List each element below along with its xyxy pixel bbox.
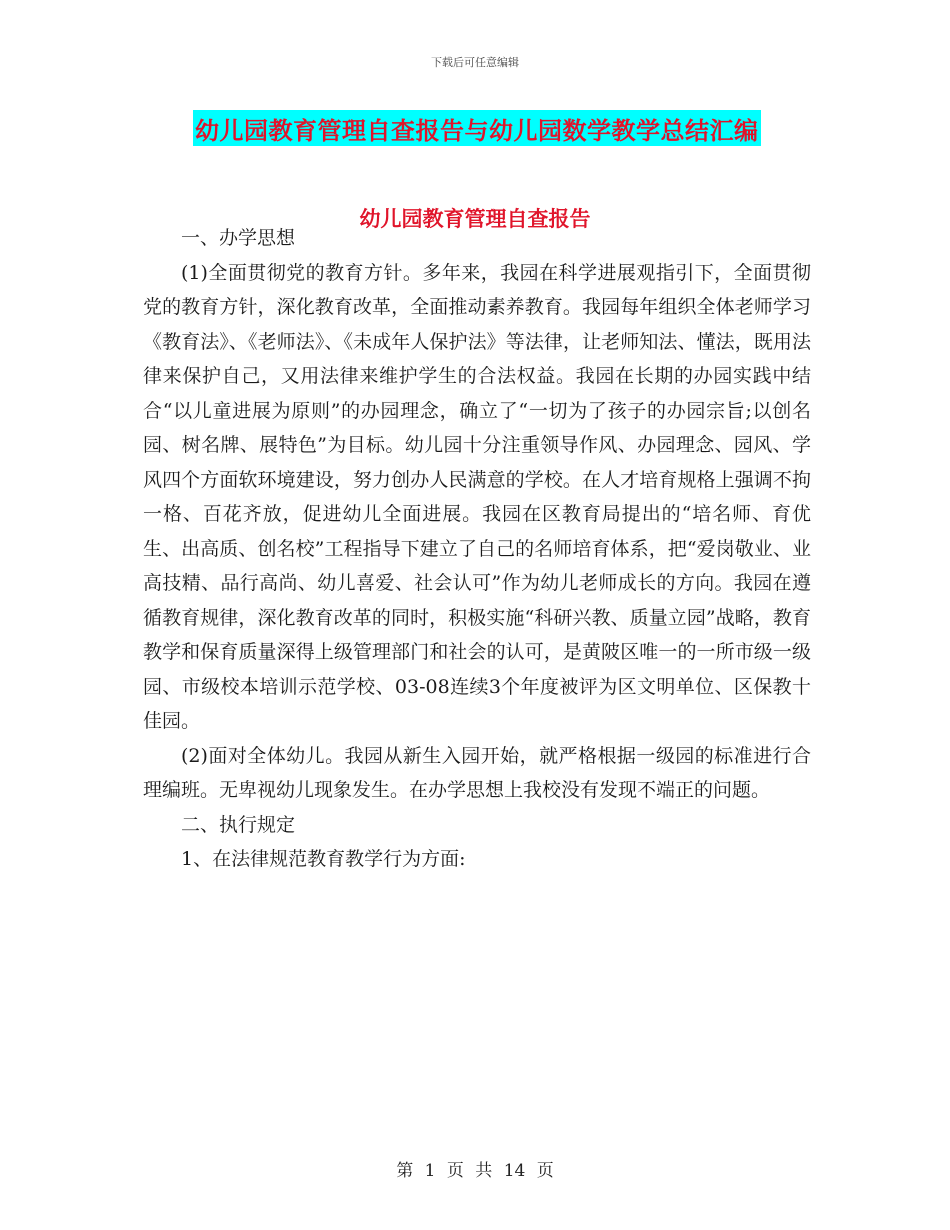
heading-execute-regulations: 二、执行规定 xyxy=(181,813,296,836)
paragraph-education-policy: (1)全面贯彻党的教育方针。多年来，我园在科学进展观指引下，全面贯彻党的教育方针，深化教育改革，全面推动素养教育。我园每年组织全体老师学习《教育法》、《老师法》、《未成年人保护法》等法律，让老师知法、懂法，既用法律来保护自己，又用法律来维护学生的合法权益。我园在长期的办园实践中结合“以儿童进展为原则”的办园理念，确立了“一切为了孩子的办园宗旨;以创名园、树名牌、展特色”为目标。幼儿园十分注重领导作风、办园理念、园风、学风四个方面软环境建设，努力创办人民满意的学校。在人才培育规格上强调不拘一格、百花齐放，促进幼儿全面进展。我园在区教育局提出的“培名师、育优生、出高质、创名校”工程指导下建立了自己的名师培育体系，把“爱岗敬业、业高技精、品行高尚、幼儿喜爱、社会认可”作为幼儿老师成长的方向。我园在遵循教育规律，深化教育改革的同时，积极实施“科研兴教、质量立园”战略，教育教学和保育质量深得上级管理部门和社会的认可，是黄陂区唯一的一所市级一级园、市级校本培训示范学校、03-08连续3个年度被评为区文明单位、区保教十佳园。 xyxy=(143,261,811,732)
heading-school-philosophy: 一、办学思想 xyxy=(181,227,296,249)
subheading-law-norms: 1、在法律规范教育教学行为方面: xyxy=(181,848,466,870)
main-title: 幼儿园教育管理自查报告与幼儿园数学教学总结汇编 xyxy=(195,115,759,145)
paragraph-all-children: (2)面对全体幼儿。我园从新生入园开始，就严格根据一级园的标准进行合理编班。无卑视幼儿现象发生。在办学思想上我校没有发现不端正的问题。 xyxy=(143,744,811,801)
section-title: 幼儿园教育管理自查报告 xyxy=(359,206,591,231)
document-body xyxy=(143,221,811,877)
page-number: 第 1 页 共 14 页 xyxy=(396,1161,554,1181)
page-header-note: 下载后可任意编辑 xyxy=(431,56,519,69)
main-title-highlight xyxy=(193,110,761,146)
